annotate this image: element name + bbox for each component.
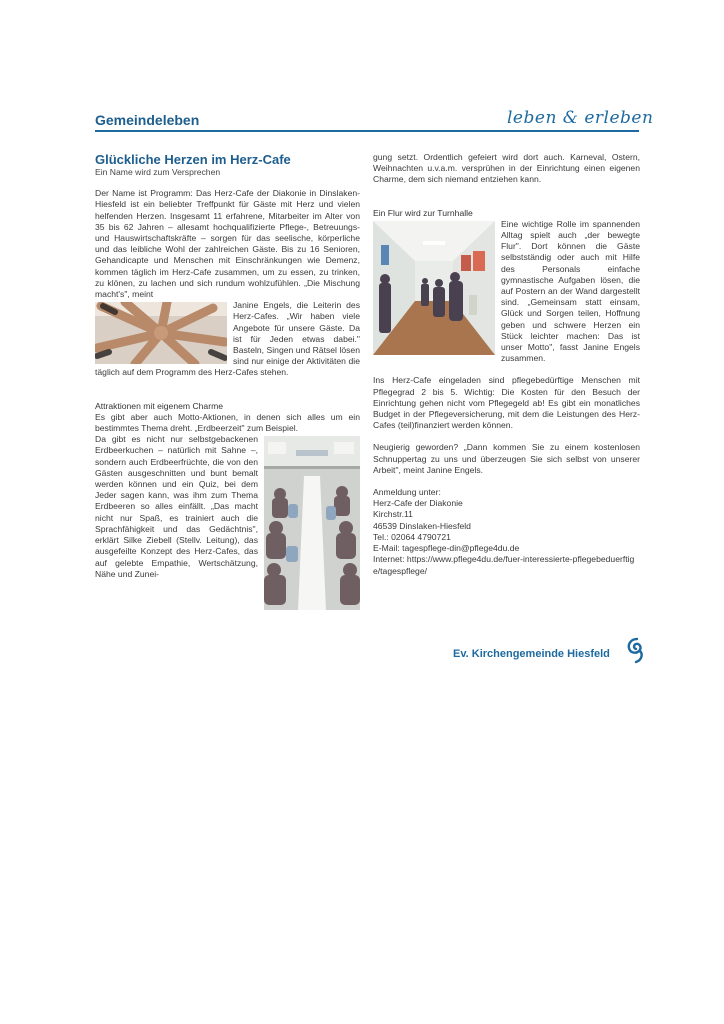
church-name: Ev. Kirchengemeinde Hiesfeld — [453, 648, 610, 660]
subheading-attractions: Attraktionen mit eigenem Charme — [95, 400, 224, 411]
article-right-column — [373, 152, 640, 577]
contact-email: E-Mail: tagespflege-din@pflege4du.de — [373, 543, 520, 554]
contact-heading: Anmeldung unter: — [373, 487, 441, 498]
paragraph-trial-day: Neugierig geworden? „Dann kommen Sie zu einem kostenlosen Schnuppertag zu uns und überzeugen Sie sich selbst von unserer Arbeit", meint Janine Engels. — [373, 442, 640, 475]
paragraph-corridor: Eine wichtige Rolle im spannenden Alltag spielt auch „der bewegte Flur". Dort können die Gäste selbstständig oder auch mit Hilfe des Personals einfache gymnastische Aufgaben lösen, die auf Postern an der Wand dargestellt sind. „Gemeinsam statt einsam, Glück und Sorgen teilen, Hoffnung geben und schwere Herzen ein Stück leichter machen: Das ist unser Motto", fasst Janine Engels zusammen. — [501, 218, 640, 364]
article-left-column — [95, 152, 360, 612]
cafe-photo — [264, 436, 360, 610]
contact-website: Internet: https://www.pflege4du.de/fuer-interessierte-pflegebeduerftige/tagespflege/ — [373, 554, 635, 576]
spiral-logo-icon — [626, 636, 648, 664]
contact-phone: Tel.: 02064 4790721 — [373, 531, 451, 542]
paragraph-celebrations: gung setzt. Ordentlich gefeiert wird dort auch. Karneval, Ostern, Weihnachten u.v.a.m. versprühen in der Einrichtung einen eigenen Charme, dem sich niemand entziehen kann. — [373, 152, 640, 185]
paragraph-intro-continued: Janine Engels, die Leiterin des Herz-Cafes. „Wir haben viele Angebote für unsere Gäste. Da ist für Jeden etwas dabei." Basteln, Singen und Rätsel lösen sind nur einige der Aktivitäten die täglich auf dem Programm des Herz-Cafes stehen. — [95, 300, 360, 378]
subheading-corridor: Ein Flur wird zur Turnhalle — [373, 207, 473, 218]
paragraph-strawberry: Da gibt es nicht nur selbstgebackenen Erdbeerkuchen – natürlich mit Sahne –, sondern auch Erdbeerfrüchte, die von den Gästen ausgeschnitten und bunt bemalt werden können und ein Quiz, bei dem Jeder sagen kann, was ihm zum Thema Erdbeeren so alles einfällt. „Das macht nicht nur Spaß, es trainiert auch die Sprachfähigkeit und das Gedächtnis", erklärt Silke Ziebell (Stellv. Leitung), das ausgefeilte Konzept des Herz-Cafes, das auf gelebte Empathie, Wertschätzung, Nähe und Zunei- — [95, 434, 258, 579]
hands-photo — [95, 302, 227, 364]
contact-street: Kirchstr.11 — [373, 509, 413, 520]
article-title: Glückliche Herzen im Herz-Cafe — [95, 152, 291, 167]
article-subtitle: Ein Name wird zum Versprechen — [95, 167, 221, 177]
section-title: Gemeindeleben — [95, 112, 200, 128]
corridor-photo — [373, 221, 495, 355]
brand-script: leben & erleben — [507, 108, 654, 128]
contact-org: Herz-Cafe der Diakonie — [373, 498, 463, 509]
paragraph-intro: Der Name ist Programm: Das Herz-Cafe der Diakonie in Dinslaken-Hiesfeld ist ein beliebter Treffpunkt für Gäste mit Herz und vielen helfenden Herzen. Insgesamt 11 erfahrene, Mitarbeiter im Alter von 35 bis 62 Jahren – allesamt hochqualifizierte Pflege-, Betreuungs- und Hauswirtschaftskräfte – sorgen für das seelische, körperliche und das leibliche Wohl der zahlreichen Gäste. Bis zu 16 Senioren, Gehandicapte und Menschen mit Einschränkungen wie Demenz, kommen täglich im Herz-Cafe zusammen, um zu essen, zu trinken, zu klönen, zu lachen und sich rundum wohlzufühlen. „Die Mischung macht's", meint — [95, 188, 360, 300]
contact-block — [373, 487, 640, 577]
contact-city: 46539 Dinslaken-Hiesfeld — [373, 520, 471, 531]
header-rule — [95, 130, 639, 132]
paragraph-motto: Es gibt aber auch Motto-Aktionen, in denen sich alles um ein bestimmtes Thema dreht. „Erdbeerzeit" zum Beispiel. — [95, 411, 360, 434]
paragraph-invitation: Ins Herz-Cafe eingeladen sind pflegebedürftige Menschen mit Pflegegrad 2 bis 5. Wichtig: Die Kosten für den Besuch der Einrichtung gehen nicht vom Pflegegeld ab! Es gibt ein monatliches Budget in der Pflegeversicherung, mit dem die Leistungen des Herz-Cafes (teil)finanziert werden können. — [373, 375, 640, 431]
